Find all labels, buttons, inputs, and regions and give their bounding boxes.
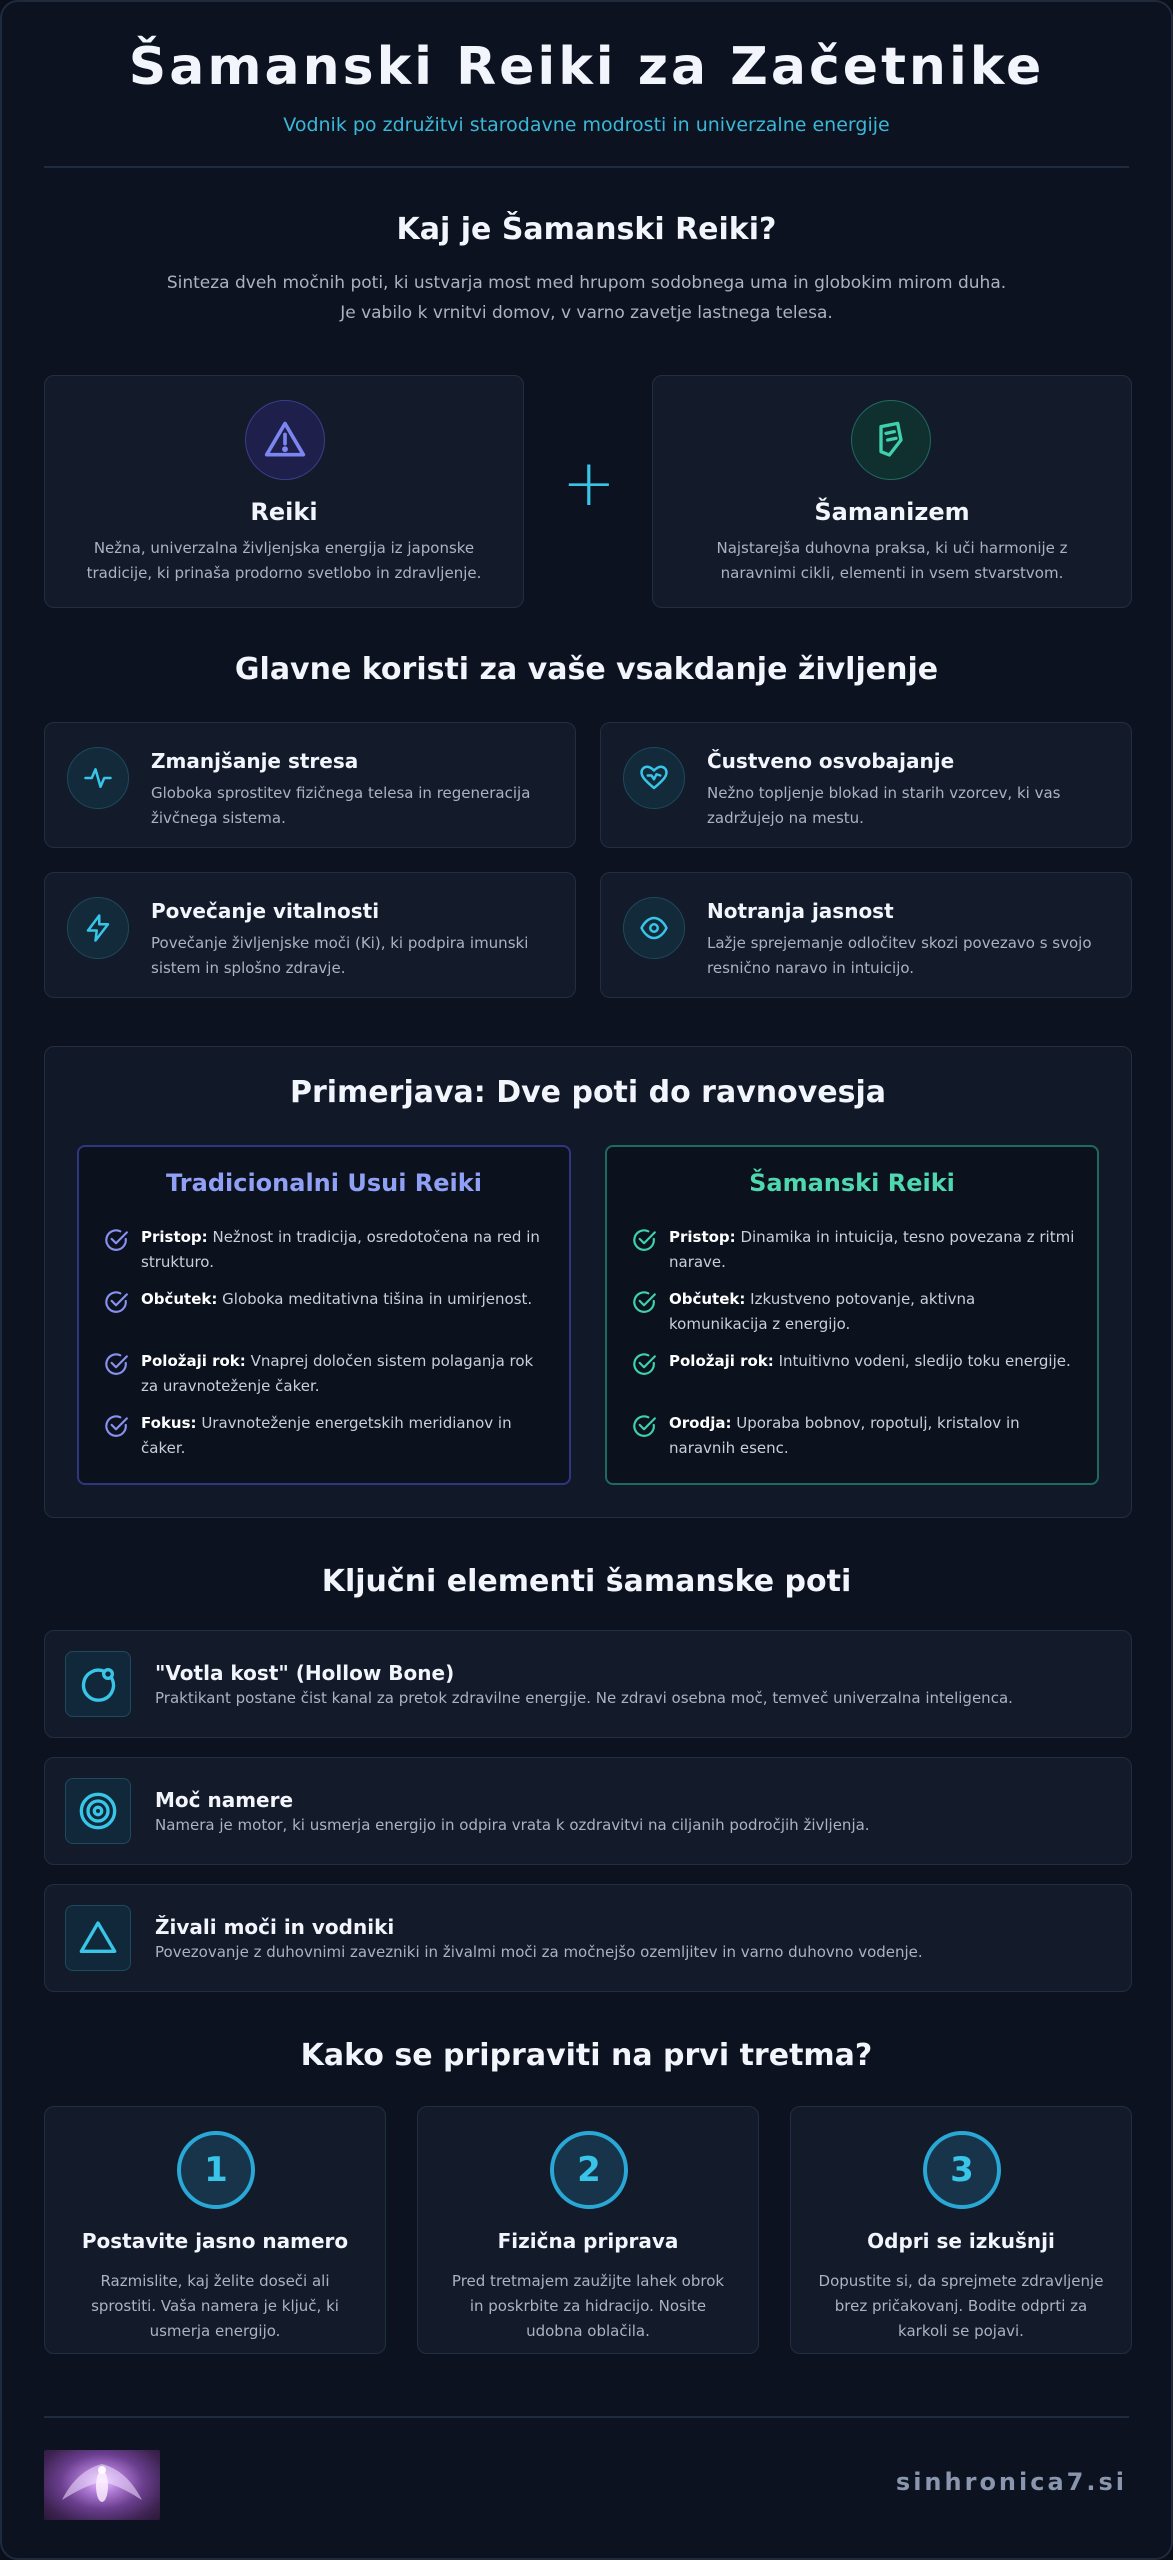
check-circle-icon	[631, 1413, 657, 1439]
usui-item	[103, 1411, 549, 1461]
triangle-icon	[65, 1905, 131, 1971]
page-subtitle: Vodnik po združitvi starodavne modrosti in univerzalne energije	[283, 114, 890, 136]
usui-item-text: Nežnost in tradicija, osredotočena na red in strukturo.	[141, 1228, 540, 1271]
usui-item-label: Občutek:	[141, 1290, 218, 1308]
element-title: Moč namere	[155, 1788, 294, 1812]
step-card	[44, 2106, 386, 2354]
step-title: Odpri se izkušnji	[867, 2229, 1055, 2253]
step-title: Postavite jasno namero	[81, 2229, 349, 2253]
shamanic-item-label: Pristop:	[669, 1228, 736, 1246]
step-text: Dopustite si, da sprejmete zdravljenje brez pričakovanj. Bodite odprti za karkoli se pojavi.	[818, 2272, 1104, 2340]
shamanic-column	[605, 1145, 1099, 1485]
shamanic-item	[631, 1225, 1077, 1275]
benefit-card-clarity	[600, 872, 1132, 998]
footer-brand: sinhronica7.si	[895, 2468, 1127, 2496]
usui-item-label: Fokus:	[141, 1414, 197, 1432]
check-circle-icon	[103, 1289, 129, 1315]
comparison-title: Primerjava: Dve poti do ravnovesja	[289, 1075, 886, 1110]
benefit-card-stress	[44, 722, 576, 848]
check-circle-icon	[631, 1289, 657, 1315]
usui-item-label: Položaji rok:	[141, 1352, 246, 1370]
shamanic-item-text: Uporaba bobnov, ropotulj, kristalov in naravnih esenc.	[669, 1414, 1020, 1457]
benefit-text: Globoka sprostitev fizičnega telesa in regeneracija živčnega sistema.	[151, 784, 531, 827]
usui-item	[103, 1349, 549, 1399]
warning-triangle-icon	[245, 400, 325, 480]
element-card-hollow-bone	[44, 1630, 1132, 1738]
footer-divider	[44, 2416, 1129, 2418]
usui-item-label: Pristop:	[141, 1228, 208, 1246]
what-is-title: Kaj je Šamanski Reiki?	[396, 212, 777, 247]
usui-item-text: Uravnoteženje energetskih meridianov in čaker.	[141, 1414, 512, 1457]
reiki-text: Nežna, univerzalna življenjska energija iz japonske tradicije, ki prinaša prodorno svetlobo in zdravljenje.	[86, 539, 482, 582]
check-circle-icon	[631, 1351, 657, 1377]
prepare-title: Kako se pripraviti na prvi tretma?	[300, 2038, 873, 2073]
reiki-title: Reiki	[250, 498, 318, 526]
step-number: 2	[550, 2131, 628, 2209]
element-title: "Votla kost" (Hollow Bone)	[155, 1661, 455, 1685]
circle-arrow-icon	[65, 1651, 131, 1717]
usui-title: Tradicionalni Usui Reiki	[166, 1169, 482, 1197]
target-icon	[65, 1778, 131, 1844]
page-header	[2, 2, 1171, 136]
check-circle-icon	[103, 1413, 129, 1439]
shamanism-card	[652, 375, 1132, 608]
step-text: Razmislite, kaj želite doseči ali sprostiti. Vaša namera je ključ, ki usmerja energijo.	[91, 2272, 339, 2340]
benefit-title: Notranja jasnost	[707, 899, 894, 923]
element-text: Namera je motor, ki usmerja energijo in odpira vrata k ozdravitvi na ciljanih področjih življenja.	[155, 1816, 870, 1834]
benefit-text: Povečanje življenjske moči (Ki), ki podpira imunski sistem in splošno zdravje.	[151, 934, 529, 977]
check-circle-icon	[631, 1227, 657, 1253]
step-number: 1	[177, 2131, 255, 2209]
shamanism-text: Najstarejša duhovna praksa, ki uči harmonije z naravnimi cikli, elementi in vsem stvarstvom.	[716, 539, 1068, 582]
element-text: Povezovanje z duhovnimi zavezniki in živalmi moči za močnejšo ozemljitev in varno duhovno vodenje.	[155, 1943, 923, 1961]
benefits-title: Glavne koristi za vaše vsakdanje življenje	[234, 652, 939, 687]
comparison-section	[44, 1046, 1132, 1518]
shamanic-item-label: Položaji rok:	[669, 1352, 774, 1370]
plus-sign: +	[562, 447, 616, 521]
usui-column	[77, 1145, 571, 1485]
element-card-intention	[44, 1757, 1132, 1865]
benefit-title: Zmanjšanje stresa	[151, 749, 359, 773]
step-number: 3	[923, 2131, 1001, 2209]
shamanism-title: Šamanizem	[814, 498, 970, 526]
check-circle-icon	[103, 1227, 129, 1253]
usui-item	[103, 1287, 549, 1312]
header-divider	[44, 166, 1129, 168]
benefit-title: Povečanje vitalnosti	[151, 899, 380, 923]
shamanic-title: Šamanski Reiki	[749, 1169, 955, 1197]
shamanic-item-text: Intuitivno vodeni, sledijo toku energije.	[778, 1352, 1071, 1370]
lightning-icon	[67, 897, 129, 959]
page-title: Šamanski Reiki za Začetnike	[128, 37, 1045, 97]
shamanic-item-label: Občutek:	[669, 1290, 746, 1308]
heart-icon	[623, 747, 685, 809]
element-card-power-animals	[44, 1884, 1132, 1992]
reiki-card	[44, 375, 524, 608]
shamanic-item-text: Dinamika in intuicija, tesno povezana z ritmi narave.	[669, 1228, 1075, 1271]
shamanic-item-text: Izkustveno potovanje, aktivna komunikacija z energijo.	[669, 1290, 976, 1333]
pulse-icon	[67, 747, 129, 809]
shamanic-item	[631, 1411, 1077, 1461]
benefit-text: Lažje sprejemanje odločitev skozi povezavo s svojo resnično naravo in intuicijo.	[707, 934, 1092, 977]
drum-icon	[851, 400, 931, 480]
usui-item	[103, 1225, 549, 1275]
intro-line-2: Je vabilo k vrnitvi domov, v varno zavetje lastnega telesa.	[340, 303, 833, 323]
benefit-title: Čustveno osvobajanje	[707, 749, 955, 773]
step-card	[790, 2106, 1132, 2354]
benefit-card-emotional	[600, 722, 1132, 848]
usui-item-text: Globoka meditativna tišina in umirjenost.	[222, 1290, 533, 1308]
element-text: Praktikant postane čist kanal za pretok zdravilne energije. Ne zdravi osebna moč, temveč univerzalna inteligenca.	[155, 1689, 1013, 1707]
step-card	[417, 2106, 759, 2354]
benefit-card-vitality	[44, 872, 576, 998]
benefit-text: Nežno topljenje blokad in starih vzorcev, ki vas zadržujejo na mestu.	[707, 784, 1061, 827]
shamanic-item	[631, 1349, 1077, 1374]
step-text: Pred tretmajem zaužijte lahek obrok in poskrbite za hidracijo. Nosite udobna oblačila.	[451, 2272, 725, 2340]
element-title: Živali moči in vodniki	[155, 1915, 395, 1939]
check-circle-icon	[103, 1351, 129, 1377]
intro-line-1: Sinteza dveh močnih poti, ki ustvarja most med hrupom sodobnega uma in globokim mirom duha.	[166, 273, 1007, 293]
shamanic-item-label: Orodja:	[669, 1414, 732, 1432]
usui-item-text: Vnaprej določen sistem polaganja rok za uravnoteženje čaker.	[141, 1352, 534, 1395]
elements-title: Ključni elementi šamanske poti	[321, 1564, 852, 1599]
step-title: Fizična priprava	[497, 2229, 679, 2253]
shamanic-item	[631, 1287, 1077, 1337]
eye-icon	[623, 897, 685, 959]
footer-logo-image	[44, 2450, 160, 2520]
what-is-intro	[2, 268, 1171, 328]
